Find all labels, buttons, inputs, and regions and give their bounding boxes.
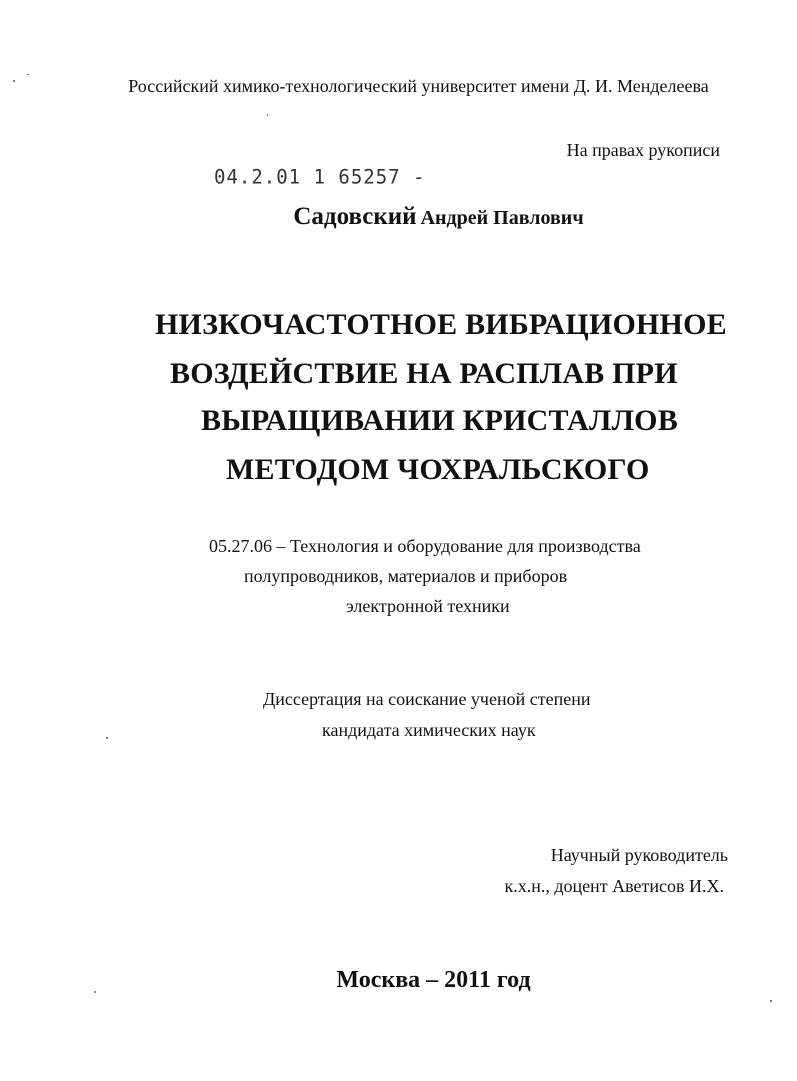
advisor-name: к.х.н., доцент Аветисов И.Х.	[504, 876, 724, 896]
specialty-line-3: электронной техники	[346, 596, 510, 616]
advisor-label: Научный руководитель	[550, 845, 728, 865]
scan-speck	[267, 114, 268, 116]
scan-speck	[94, 991, 96, 993]
specialty-line-1: 05.27.06 – Технология и оборудование для производства	[209, 536, 641, 556]
title-line-2: ВОЗДЕЙСТВИЕ НА РАСПЛАВ ПРИ	[170, 357, 678, 390]
specialty-line-2: полупроводников, материалов и приборов	[244, 566, 568, 586]
scan-speck	[13, 80, 15, 82]
author-surname: Садовский	[293, 203, 417, 230]
author-given-names: Андрей Павлович	[420, 207, 584, 229]
author-name	[0, 203, 797, 231]
scan-speck	[770, 1000, 772, 1002]
city-year: Москва – 2011 год	[336, 967, 531, 993]
title-line-4: МЕТОДОМ ЧОХРАЛЬСКОГО	[226, 453, 650, 486]
registration-stamp: 04.2.01 1 65257 -	[214, 165, 426, 189]
scan-speck	[27, 74, 29, 75]
title-line-3: ВЫРАЩИВАНИИ КРИСТАЛЛОВ	[201, 404, 678, 437]
dissertation-line-1: Диссертация на соискание ученой степени	[263, 689, 591, 709]
dissertation-line-2: кандидата химических наук	[322, 720, 536, 740]
university-name: Российский химико-технологический университет имени Д. И. Менделеева	[128, 76, 709, 96]
rights-note: На правах рукописи	[566, 140, 720, 160]
title-line-1: НИЗКОЧАСТОТНОЕ ВИБРАЦИОННОЕ	[155, 308, 727, 341]
scan-speck	[106, 737, 108, 739]
